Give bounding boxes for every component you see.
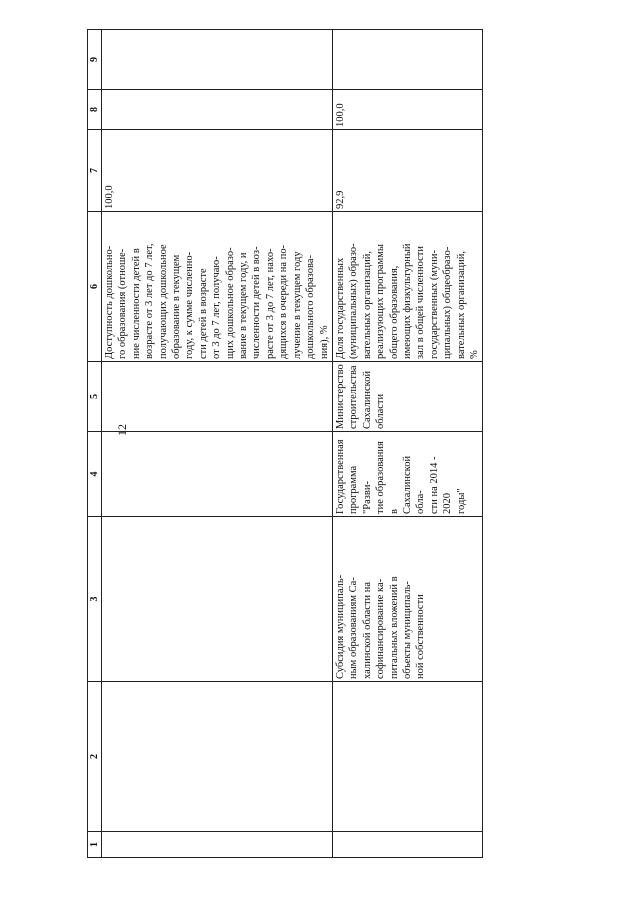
value-cell xyxy=(102,90,333,130)
indicator-cell: Доступность дошкольно- го образования (отноше- ние численности детей в возрасте от 3 лет до 7 лет, получающих дошкольное образование в текущем году, к сумме численно- сти детей в возрасте от 3 до 7 лет, получаю- щих дошкольное образо- вание в текущем году, и численности детей в воз- расте от 3 до 7 лет, нахо- дящихся в очереди на по- лучение в текущем году дошкольного образова- ния), % xyxy=(102,212,333,362)
table-cell xyxy=(332,832,482,858)
table-cell xyxy=(102,682,333,832)
column-header-8: 8 xyxy=(88,90,102,130)
column-header-9: 9 xyxy=(88,30,102,90)
program-cell: Государственная программа "Разви- тие образования в Сахалинской обла- сти на 2014 - 2020 годы" xyxy=(332,432,482,517)
value-cell: 92,9 xyxy=(332,130,482,212)
table-header-row xyxy=(88,30,102,858)
column-header-2: 2 xyxy=(88,682,102,832)
table-row xyxy=(332,30,482,858)
table-cell xyxy=(102,517,333,682)
page-number: 12 xyxy=(115,424,129,436)
table-cell xyxy=(102,362,333,432)
document-table-container xyxy=(87,30,480,858)
column-header-4: 4 xyxy=(88,432,102,517)
table-cell xyxy=(102,832,333,858)
table-cell xyxy=(332,682,482,832)
column-header-6: 6 xyxy=(88,212,102,362)
value-cell xyxy=(102,30,333,90)
value-cell: 100,0 xyxy=(332,90,482,130)
column-header-1: 1 xyxy=(88,832,102,858)
table-row xyxy=(102,30,333,858)
value-cell xyxy=(332,30,482,90)
column-header-5: 5 xyxy=(88,362,102,432)
executor-cell: Министерство строительства Сахалинской области xyxy=(332,362,482,432)
document-table xyxy=(87,29,483,858)
value-cell: 100,0 xyxy=(102,130,333,212)
column-header-7: 7 xyxy=(88,130,102,212)
column-header-3: 3 xyxy=(88,517,102,682)
indicator-cell: Доля государственных (муниципальных) образо- вательных организаций, реализующих программы общего образования, имеющих физкультурный зал в общей численности государственных (муни- ципальных) общеобразо- вательных организаций, % xyxy=(332,212,482,362)
event-cell: Субсидия муниципаль- ным образованиям Са- халинской области на софинансирование ка- питальных вложений в объекты муниципаль- ной собственности xyxy=(332,517,482,682)
table-cell xyxy=(102,432,333,517)
